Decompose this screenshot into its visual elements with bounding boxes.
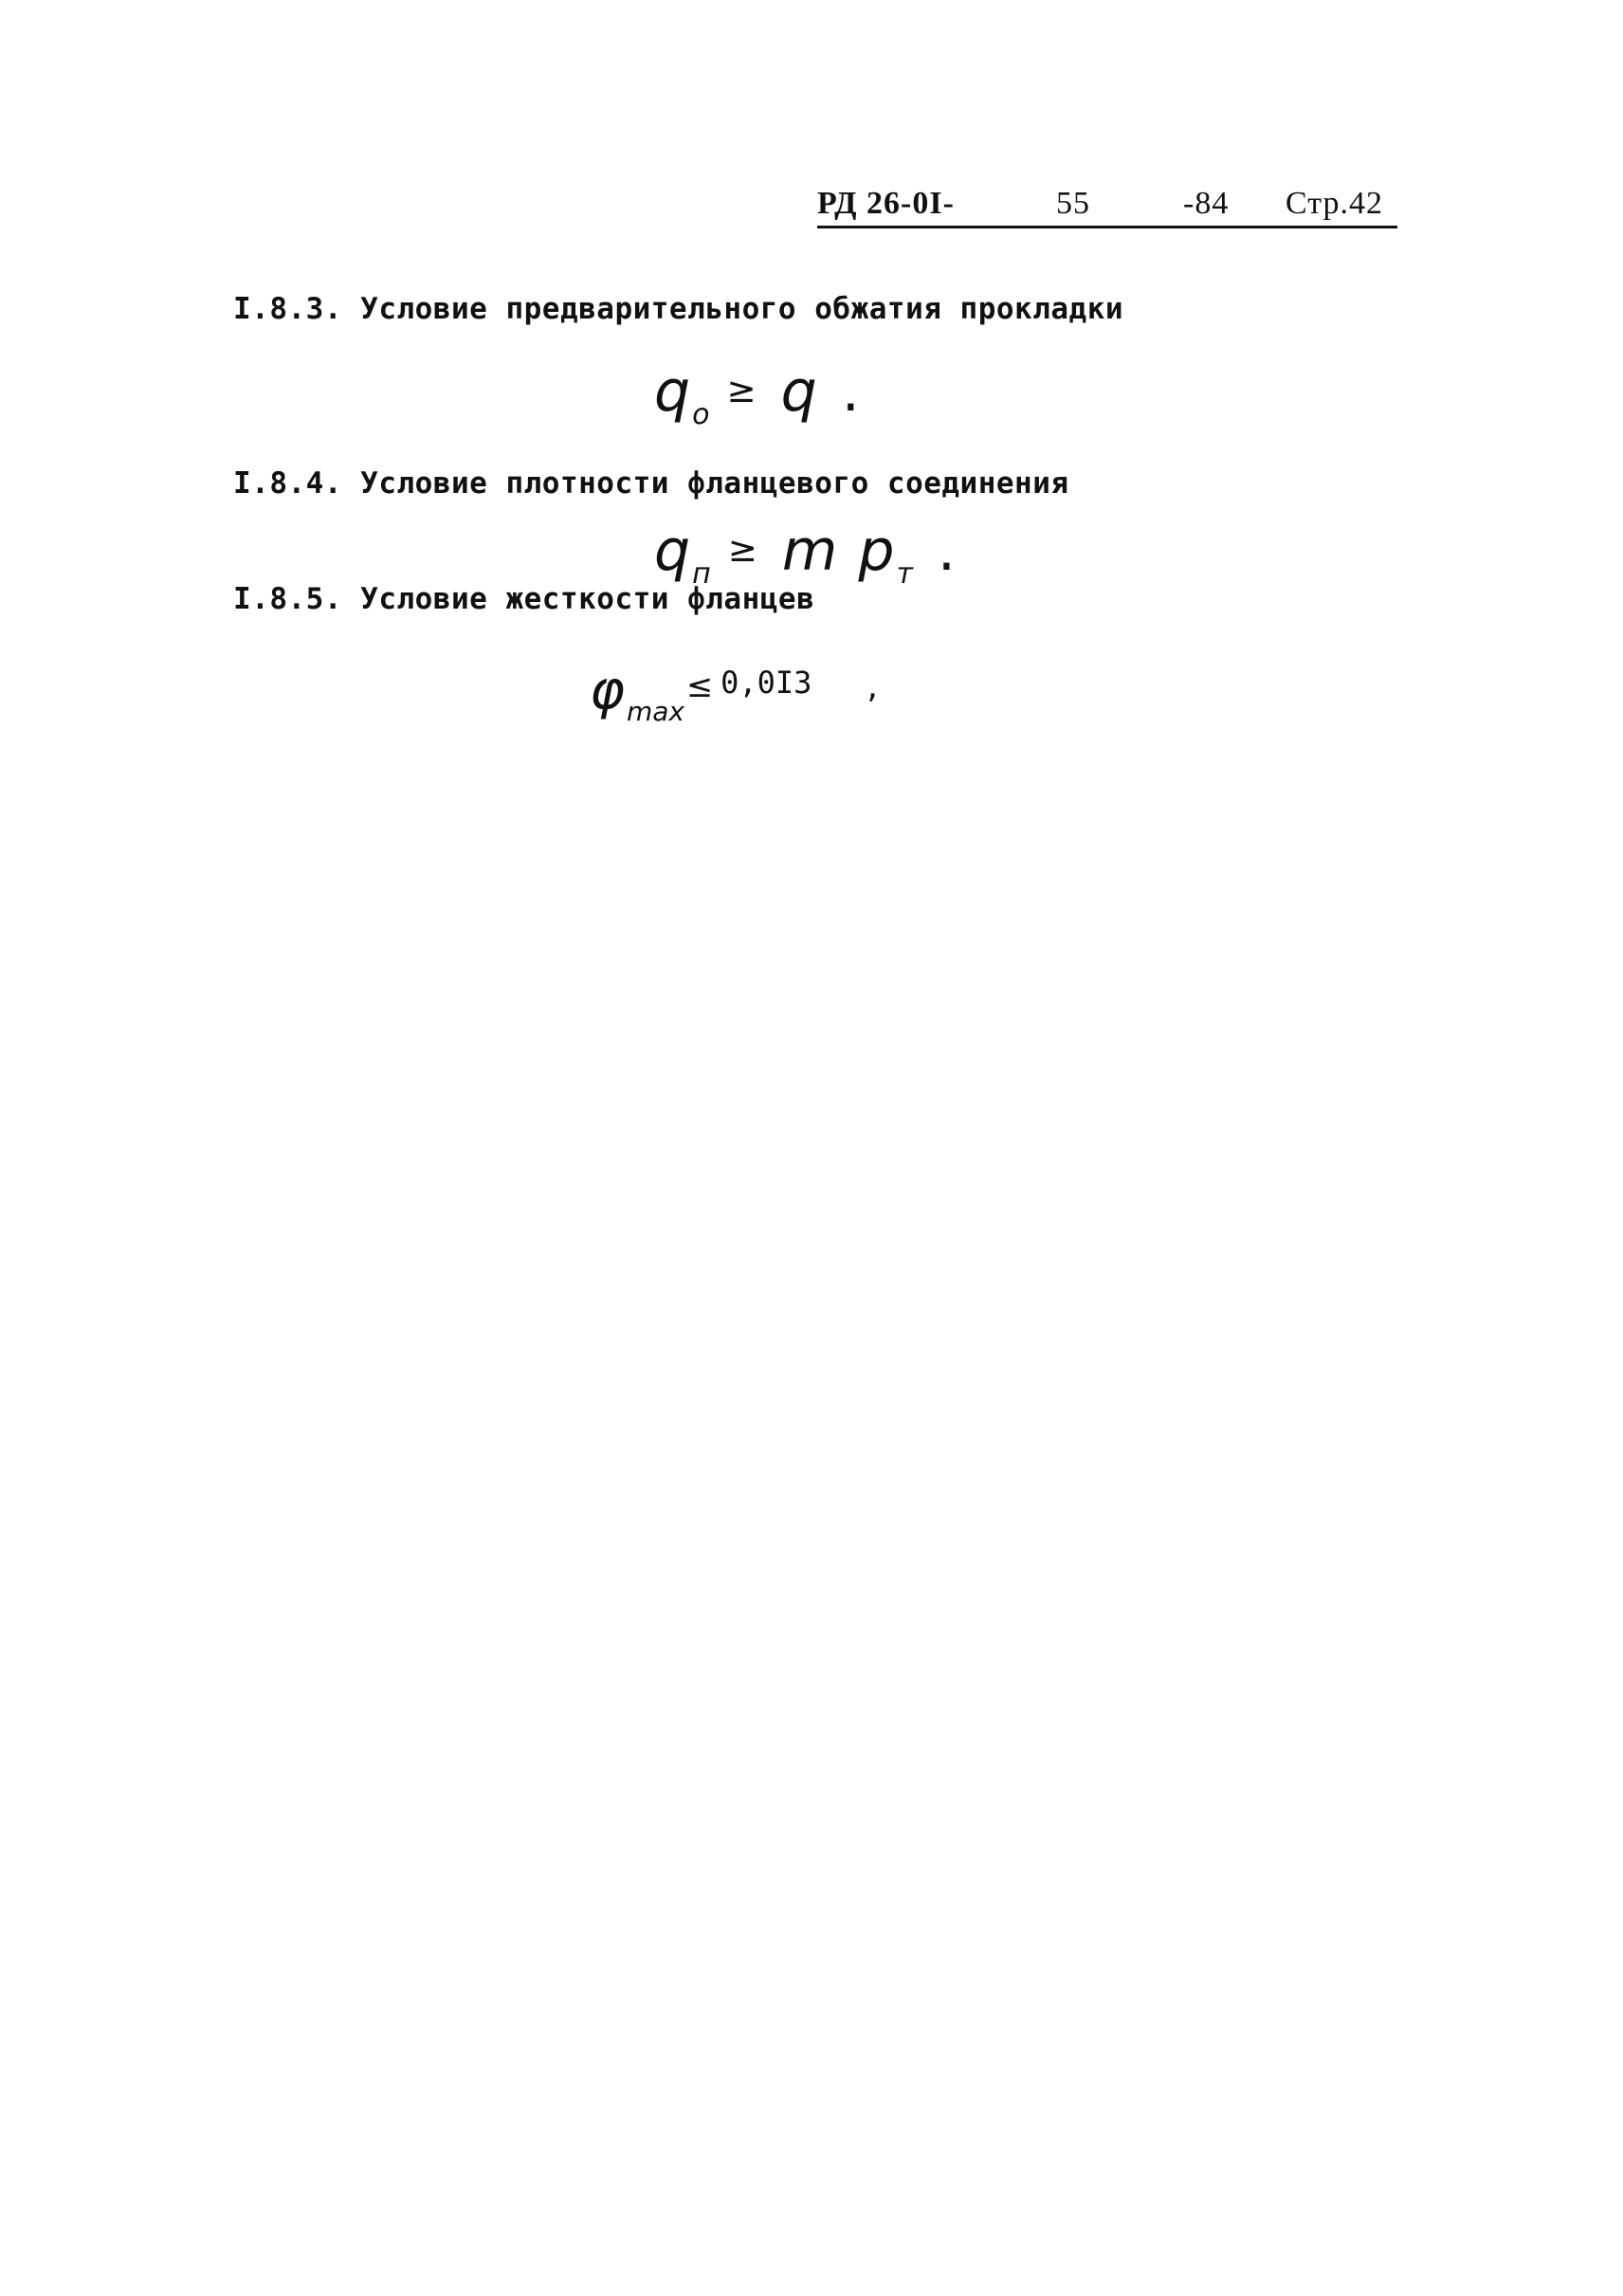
section-1-8-4: [233, 466, 1069, 501]
section-text: Условие предварительного обжатия прокладки: [360, 292, 1124, 326]
section-number: I.8.5.: [233, 582, 342, 616]
formula-flange-rigidity: [590, 660, 878, 727]
formula-end: ,: [866, 667, 878, 707]
formula-rhs-p: p: [858, 518, 895, 584]
formula-subscript: max: [626, 695, 684, 727]
formula-relation: ≤: [685, 667, 714, 705]
page-header: [817, 186, 1397, 233]
section-1-8-5: [233, 582, 814, 616]
formula-subscript: п: [692, 556, 711, 591]
document-year: -84: [1183, 186, 1230, 221]
document-code: РД 26-0I-: [817, 186, 955, 221]
document-number: 55: [1056, 186, 1090, 221]
formula-subscript: o: [692, 397, 710, 431]
section-number: I.8.3.: [233, 292, 342, 326]
header-underline: [817, 226, 1397, 228]
section-text: Условие жесткости фланцев: [360, 582, 815, 616]
section-number: I.8.4.: [233, 466, 342, 501]
formula-relation: ≥: [726, 368, 757, 410]
formula-rhs: q: [780, 358, 817, 425]
formula-rhs-m: m: [781, 518, 838, 584]
formula-rhs-p-subscript: т: [896, 556, 913, 591]
formula-flange-tightness: [654, 518, 956, 591]
formula-end: .: [937, 518, 956, 584]
formula-value: 0,0I3: [720, 665, 812, 701]
formula-relation: ≥: [727, 527, 757, 570]
section-text: Условие плотности фланцевого соединения: [360, 466, 1069, 501]
formula-symbol: φ: [590, 660, 625, 721]
formula-symbol: q: [654, 518, 691, 584]
page-number: Стр.42: [1286, 186, 1384, 221]
formula-end: .: [841, 358, 860, 425]
formula-gasket-precompression: [654, 358, 860, 431]
section-1-8-3: [233, 292, 1123, 326]
formula-symbol: q: [654, 358, 691, 425]
